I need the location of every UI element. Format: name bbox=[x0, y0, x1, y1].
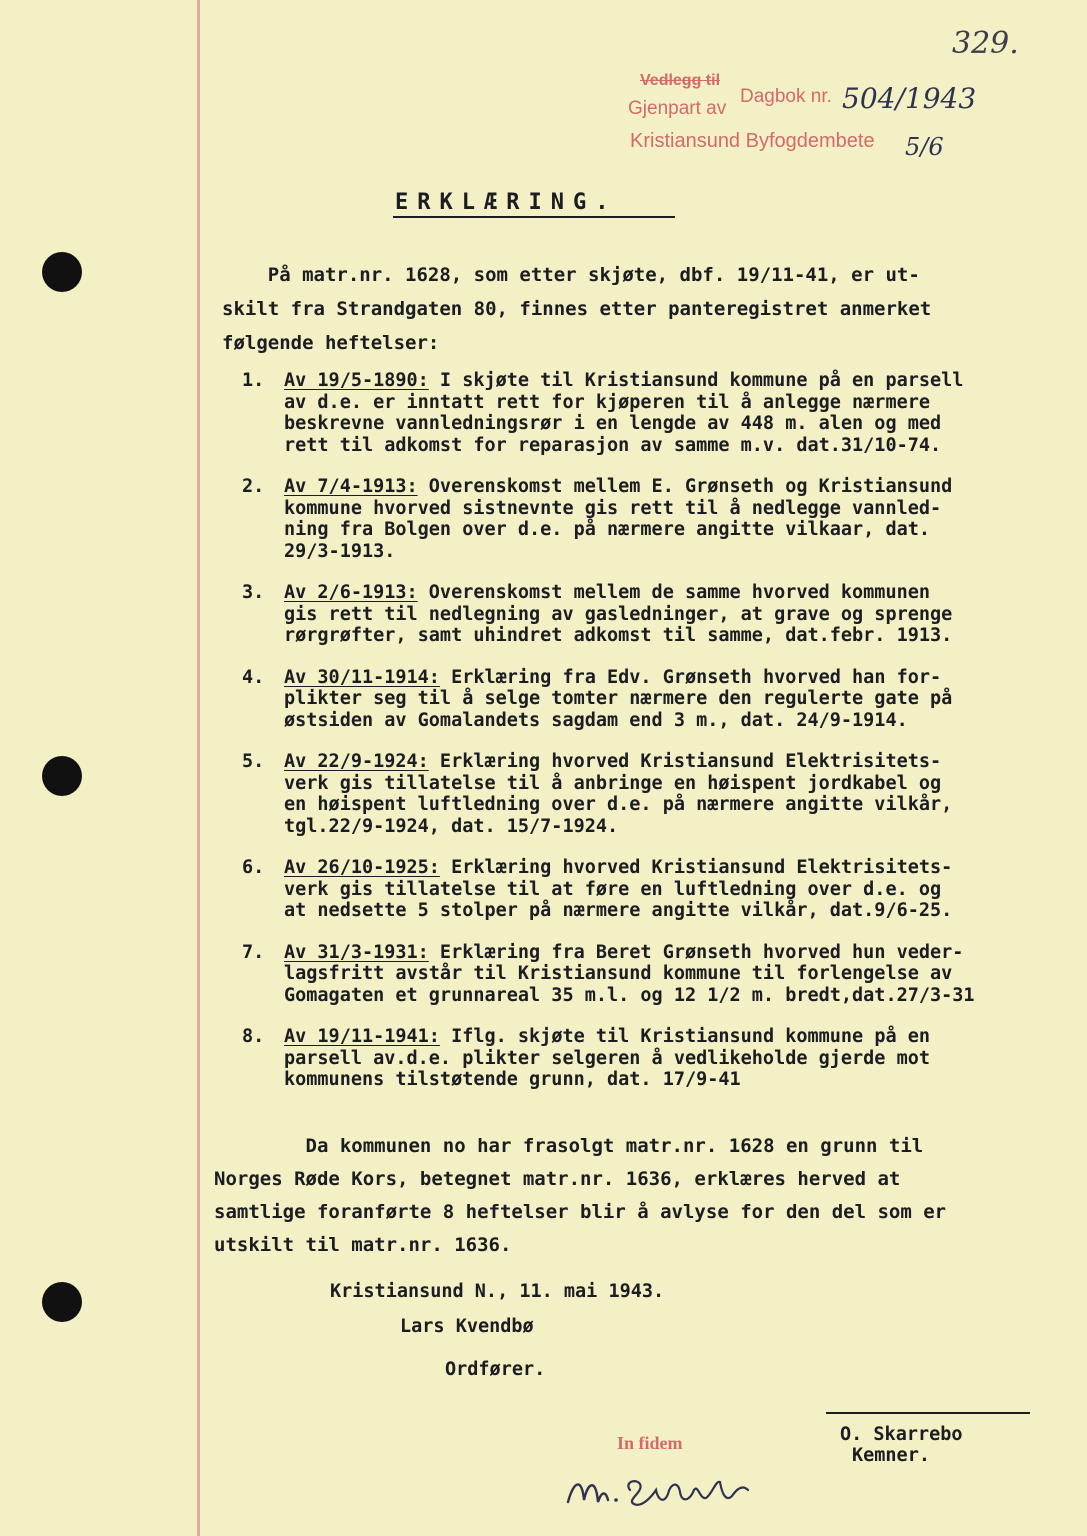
text-line: rett til adkomst for reparasjon av samme m.v. dat.31/10-74. bbox=[284, 434, 942, 456]
text-line: utskilt til matr.nr. 1636. bbox=[214, 1234, 512, 1256]
item-text bbox=[284, 857, 1062, 922]
countersign-title: Kemner. bbox=[852, 1445, 930, 1466]
encumbrance-item bbox=[242, 942, 1062, 1007]
handwritten-date: 5/6 bbox=[905, 133, 944, 161]
text-line: at nedsette 5 stolper på nærmere angitte vilkår, dat.9/6-25. bbox=[284, 900, 953, 921]
text-line: På matr.nr. 1628, som etter skjøte, dbf. 19/11-41, er ut- bbox=[222, 264, 920, 286]
item-date-reference: Av 22/9-1924: bbox=[284, 751, 429, 772]
document-heading: ERKLÆRING. bbox=[395, 190, 618, 215]
text-line: tgl.22/9-1924, dat. 15/7-1924. bbox=[284, 815, 619, 837]
stamp-line-office: Kristiansund Byfogdembete bbox=[630, 130, 875, 152]
item-text bbox=[284, 582, 1062, 647]
item-text bbox=[284, 476, 1062, 562]
item-date-reference: Av 19/11-1941: bbox=[284, 1026, 440, 1047]
item-first-line-text: Erklæring hvorved Kristiansund Elektrisitets- bbox=[439, 857, 953, 878]
text-line bbox=[284, 942, 1062, 964]
text-line: følgende heftelser: bbox=[222, 332, 440, 354]
item-number: 2. bbox=[242, 476, 265, 497]
item-first-line-text: Overenskomst mellem de samme hvorved kommunen bbox=[417, 582, 931, 603]
text-line: østsiden av Gomalandets sagdam end 3 m., dat. 24/9-1914. bbox=[284, 709, 908, 731]
item-number: 7. bbox=[242, 941, 265, 963]
stamp-line-dagbok: Dagbok nr. bbox=[740, 86, 832, 107]
text-line: Norges Røde Kors, betegnet matr.nr. 1636, erklæres herved at bbox=[214, 1168, 901, 1190]
text-line bbox=[284, 582, 1062, 604]
item-date-reference: Av 30/11-1914: bbox=[284, 666, 440, 688]
item-date-reference: Av 7/4-1913: bbox=[284, 476, 418, 497]
text-line: lagsfritt avstår til Kristiansund kommune til forlengelse av bbox=[284, 963, 953, 984]
encumbrance-item bbox=[242, 857, 1062, 922]
signer-name: Lars Kvendbø bbox=[400, 1316, 534, 1337]
item-date-reference: Av 2/6-1913: bbox=[284, 582, 418, 603]
text-line: gis rett til nedlegning av gasledninger, at grave og sprenge bbox=[284, 603, 953, 625]
text-line: kommune hvorved sistnevnte gis rett til å nedlegge vannled- bbox=[284, 497, 942, 519]
text-line bbox=[284, 667, 1062, 689]
heading-underline bbox=[393, 216, 675, 218]
item-date-reference: Av 19/5-1890: bbox=[284, 370, 429, 391]
text-line: samtlige foranførte 8 heftelser blir å avlyse for den del som er bbox=[214, 1201, 947, 1223]
text-line: verk gis tillatelse til å anbringe en høispent jordkabel og bbox=[284, 772, 942, 794]
item-first-line-text: I skjøte til Kristiansund kommune på en parsell bbox=[428, 370, 964, 391]
text-line: av d.e. er inntatt rett for kjøperen til å anlegge nærmere bbox=[284, 391, 931, 413]
item-text bbox=[284, 751, 1062, 837]
item-number: 1. bbox=[242, 370, 265, 391]
signer-title: Ordfører. bbox=[445, 1359, 546, 1380]
item-first-line-text: Erklæring hvorved Kristiansund Elektrisitets- bbox=[428, 751, 942, 772]
handwritten-signature bbox=[560, 1460, 760, 1520]
text-line bbox=[284, 751, 1062, 773]
item-date-reference: Av 31/3-1931: bbox=[284, 941, 429, 963]
item-first-line-text: Iflg. skjøte til Kristiansund kommune på en bbox=[439, 1026, 931, 1047]
encumbrance-item bbox=[242, 476, 1062, 562]
item-number: 8. bbox=[242, 1026, 265, 1047]
encumbrance-item bbox=[242, 370, 1062, 456]
signature-rule bbox=[826, 1412, 1030, 1414]
punch-hole bbox=[42, 252, 82, 292]
item-first-line-text: Overenskomst mellem E. Grønseth og Kristiansund bbox=[417, 476, 953, 497]
text-line: beskrevne vannledningsrør i en lengde av 448 m. alen og med bbox=[284, 413, 942, 434]
item-number: 6. bbox=[242, 857, 265, 878]
text-line: verk gis tillatelse til at føre en luftledning over d.e. og bbox=[284, 878, 942, 900]
text-line: parsell av.d.e. plikter selgeren å vedlikeholde gjerde mot bbox=[284, 1047, 931, 1069]
text-line: plikter seg til å selge tomter nærmere den regulerte gate på bbox=[284, 688, 953, 709]
encumbrance-item bbox=[242, 667, 1062, 732]
encumbrance-list bbox=[242, 370, 1062, 1111]
stamp-line-gjenpart: Gjenpart av bbox=[628, 98, 727, 119]
text-line: rørgrøfter, samt uhindret adkomst til samme, dat.febr. 1913. bbox=[284, 625, 953, 646]
text-line: ning fra Bolgen over d.e. på nærmere angitte vilkaar, dat. bbox=[284, 519, 931, 540]
item-number: 4. bbox=[242, 666, 265, 688]
encumbrance-item bbox=[242, 1026, 1062, 1091]
intro-paragraph bbox=[222, 258, 1052, 360]
punch-hole bbox=[42, 756, 82, 796]
item-date-reference: Av 26/10-1925: bbox=[284, 857, 440, 878]
page-number: 329. bbox=[952, 26, 1019, 61]
item-number: 3. bbox=[242, 582, 265, 603]
text-line bbox=[284, 857, 1062, 879]
text-line: skilt fra Strandgaten 80, finnes etter panteregistret anmerket bbox=[222, 298, 932, 320]
item-number: 5. bbox=[242, 751, 265, 772]
item-text bbox=[284, 942, 1062, 1007]
item-text bbox=[284, 667, 1062, 732]
place-date: Kristiansund N., 11. mai 1943. bbox=[330, 1281, 665, 1302]
encumbrance-item bbox=[242, 751, 1062, 837]
closing-paragraph bbox=[214, 1130, 1054, 1262]
item-first-line-text: Erklæring fra Edv. Grønseth hvorved han for- bbox=[439, 666, 942, 688]
text-line: kommunens tilstøtende grunn, dat. 17/9-41 bbox=[284, 1069, 741, 1090]
item-text bbox=[284, 370, 1062, 456]
text-line: Gomagaten et grunnareal 35 m.l. og 12 1/2 m. bredt,dat.27/3-31 bbox=[284, 984, 975, 1006]
item-first-line-text: Erklæring fra Beret Grønseth hvorved hun veder- bbox=[428, 941, 964, 963]
stamp-line-vedlegg: Vedlegg til bbox=[640, 72, 721, 89]
text-line: Da kommunen no har frasolgt matr.nr. 1628 en grunn til bbox=[214, 1135, 924, 1157]
item-text bbox=[284, 1026, 1062, 1091]
margin-line bbox=[197, 0, 200, 1536]
dagbok-number: 504/1943 bbox=[842, 82, 977, 115]
text-line bbox=[284, 370, 1062, 392]
text-line bbox=[284, 1026, 1062, 1048]
text-line bbox=[284, 476, 1062, 498]
countersign-name: O. Skarrebo bbox=[840, 1424, 963, 1445]
punch-hole bbox=[42, 1282, 82, 1322]
in-fidem-stamp: In fidem bbox=[617, 1433, 683, 1453]
text-line: en høispent luftledning over d.e. på nærmere angitte vilkår, bbox=[284, 794, 953, 815]
encumbrance-item bbox=[242, 582, 1062, 647]
text-line: 29/3-1913. bbox=[284, 540, 396, 562]
